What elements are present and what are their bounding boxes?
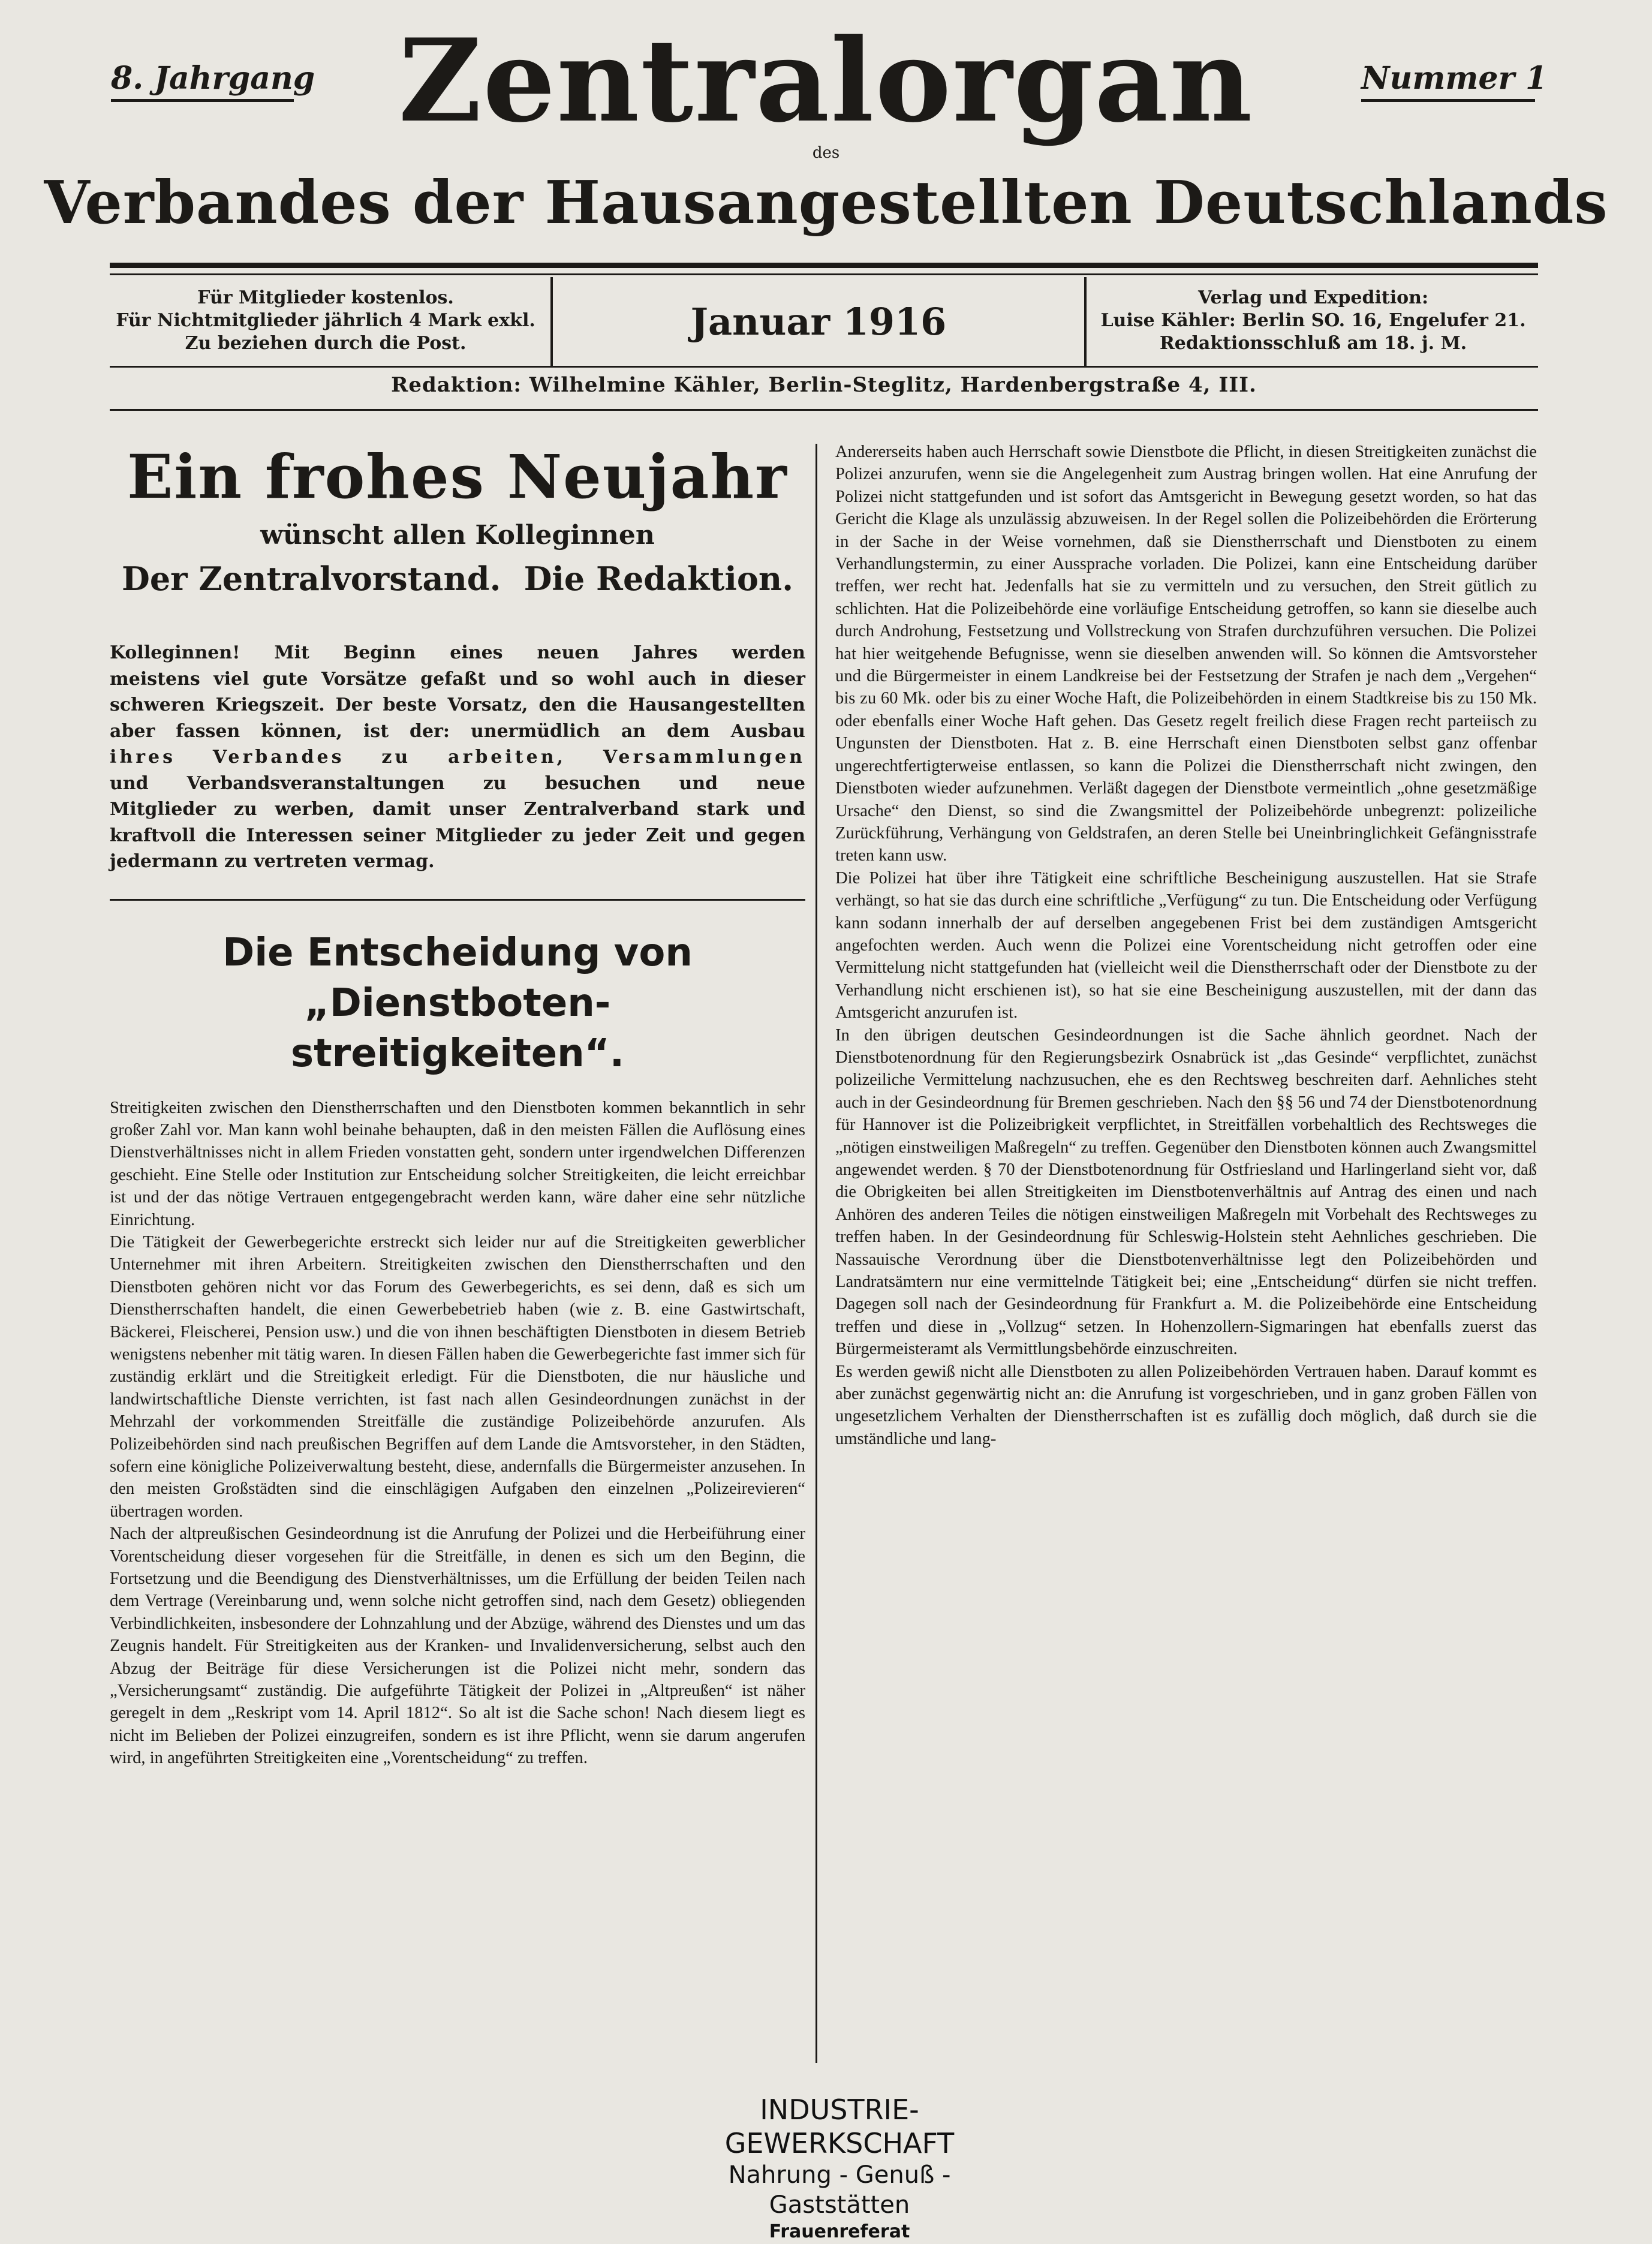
issue-number: Nummer 1 xyxy=(1361,60,1548,97)
article-heading xyxy=(110,928,805,1079)
greeting-subline: wünscht allen Kolleginnen xyxy=(260,520,655,551)
info-rule xyxy=(110,366,1538,368)
column-divider xyxy=(816,444,817,2063)
stamp-line: Frauenreferat xyxy=(769,2221,910,2242)
info-divider xyxy=(1084,277,1087,366)
subscription-info xyxy=(110,287,541,355)
archive-stamp xyxy=(660,2093,1019,2244)
signer-board: Der Zentralvorstand. xyxy=(122,560,501,598)
appeal-line: Kolleginnen! Mit Beginn eines neuen Jahres werden xyxy=(110,642,805,663)
article-paragraph: Es werden gewiß nicht alle Dienstboten zu allen Polizeibehörden Vertrauen haben. Darauf kommt es aber zunächst gegenwärtig nicht an: die Anrufung ist vorgeschrieben, und in ganz groben Fällen von ungesetzlichem Verhalten der Dienstherrschaften ist es zufällig doch möglich, daß durch sie die umständliche und lang- xyxy=(835,1362,1537,1448)
left-column xyxy=(110,441,805,1770)
title-connector: des xyxy=(812,144,840,162)
publisher-line: Redaktionsschluß am 18. j. M. xyxy=(1159,333,1467,354)
appeal-line: kraftvoll die Interessen seiner Mitglieder zu jeder Zeit und gegen xyxy=(110,825,805,846)
right-column xyxy=(835,441,1537,1450)
article-paragraph: Die Tätigkeit der Gewerbegerichte erstreckt sich leider nur auf die Streitigkeiten gewerblicher Unternehmer mit ihren Arbeitern. Streitigkeiten zwischen den Dienstherrschaften und den Dienstboten gehören nicht vor das Forum des Gewerbegerichts, es sei denn, daß es sich um Dienstherrschaften handelt, die einen Gewerbebetrieb haben (wie z. B. eine Gastwirtschaft, Bäckerei, Fleischerei, Pension usw.) und die von ihnen beschäftigten Dienstboten in diesem Betrieb wenigstens nebenher mit tätig waren. In diesen Fällen haben die Gewerbegerichte fast immer sich für zuständig erklärt und die Streitigkeit erledigt. Für die Dienstboten, die nur häusliche und landwirtschaftliche Dienste verrichten, ist fast nach allen Gesindeordnungen zunächst in der Mehrzahl der vorkommenden Streitfälle die zuständige Polizeibehörde anzurufen. Als Polizeibehörden sind nach preußischen Begriffen auf dem Lande die Amtsvorsteher, in den Städten, sofern eine königliche Polizeiverwaltung besteht, diese, andernfalls die Bürgermeister anzusehen. In den meisten Großstädten sind die einschlägigen Aufgaben den einzelnen „Polizeirevieren“ übertragen worden. xyxy=(110,1232,806,1521)
article-heading-line: streitigkeiten“. xyxy=(290,1031,625,1076)
appeal-line: schweren Kriegszeit. Der beste Vorsatz, den die Hausangestellten xyxy=(110,694,805,715)
new-year-appeal xyxy=(110,640,805,875)
appeal-line: jedermann zu vertreten vermag. xyxy=(110,851,435,872)
subscription-line: Zu beziehen durch die Post. xyxy=(185,333,467,354)
article-paragraph: Die Polizei hat über ihre Tätigkeit eine schriftliche Bescheinigung auszustellen. Hat sie Strafe verhängt, so hat sie das durch eine schriftliche „Verfügung“ zu tun. Die Entscheidung oder Verfügung kann sodann innerhalb der auf derselben angegebenen Frist bei dem zuständigen Amtsgericht angefochten werden. Auch wenn die Polizei eine Vorentscheidung nicht getroffen oder eine Vermittelung nicht stattgefunden hat (vielleicht weil die Dienstherrschaft oder der Dienstbote zu der Verhandlung nicht erschienen ist), so hat sie eine Bescheinigung auszustellen, mit der dann das Amtsgericht anzurufen ist. xyxy=(835,868,1537,1022)
subscription-line: Für Nichtmitglieder jährlich 4 Mark exkl. xyxy=(116,310,535,331)
publisher-line: Verlag und Expedition: xyxy=(1197,287,1429,308)
section-rule xyxy=(110,899,805,901)
newspaper-title: Zentralorgan xyxy=(398,14,1254,148)
article-paragraph: Streitigkeiten zwischen den Dienstherrschaften und den Dienstboten kommen bekanntlich in sehr großer Zahl vor. Man kann wohl beinahe behaupten, daß in den meisten Fällen die Auflösung eines Dienstverhältnisses nicht in allem Frieden vonstatten geht, sondern unter irgendwelchen Differenzen geschieht. Eine Stelle oder Institution zur Entscheidung solcher Streitigkeiten, die leicht erreichbar ist und der das nötige Vertrauen entgegengebracht werden kann, wäre daher eine sehr nützliche Einrichtung. xyxy=(110,1098,805,1229)
masthead-rule-thin xyxy=(110,273,1538,275)
appeal-line: Mitglieder zu werben, damit unser Zentralverband stark und xyxy=(110,799,805,820)
issue-date: Januar 1916 xyxy=(690,300,947,344)
volume-label: 8. Jahrgang xyxy=(111,60,315,97)
info-divider xyxy=(550,277,553,366)
appeal-line: und Verbandsveranstaltungen zu besuchen und neue xyxy=(110,772,805,794)
subscription-line: Für Mitglieder kostenlos. xyxy=(197,287,454,308)
signer-editors: Die Redaktion. xyxy=(523,560,793,598)
publisher-line: Luise Kähler: Berlin SO. 16, Engelufer 21. xyxy=(1100,310,1526,331)
article-paragraph: Nach der altpreußischen Gesindeordnung ist die Anrufung der Polizei und die Herbeiführung einer Vorentscheidung dieser vorgesehen für die Streitfälle, in denen es sich um den Beginn, die Fortsetzung und die Beendigung des Dienstverhältnisses, um die Erfüllung der beiden Teilen nach dem Vertrage (Vereinbarung und, wenn solche nicht getroffen sind, nach dem Gesetz) obliegenden Verbindlichkeiten, insbesondere der Lohnzahlung und der Abzüge, während des Dienstes und um das Zeugnis handelt. Für Streitigkeiten aus der Kranken- und Invalidenversicherung, selbst auch den Abzug der Beiträge für diese Versicherungen ist die Polizei nicht mehr, sondern das „Versicherungsamt“ zuständig. Die aufgeführte Tätigkeit der Polizei in „Altpreußen“ ist näher geregelt in dem „Reskript vom 14. April 1812“. So alt ist die Sache schon! Nach diesem liegt es nicht im Belieben der Polizei einzugreifen, sondern es ist ihre Pflicht, wenn sie darum angerufen wird, in angeführten Streitigkeiten eine „Vorentscheidung“ zu treffen. xyxy=(110,1524,805,1768)
article-heading-line: Die Entscheidung von „Dienstboten- xyxy=(222,930,693,1025)
appeal-line: ihres Verbandes zu arbeiten, Versammlungen xyxy=(110,747,805,768)
article-body-right xyxy=(835,441,1537,1450)
appeal-line: aber fassen können, ist der: unermüdlich an dem Ausbau xyxy=(110,720,805,742)
masthead-rule xyxy=(110,263,1538,268)
editor-line: Redaktion: Wilhelmine Kähler, Berlin-Steglitz, Hardenbergstraße 4, III. xyxy=(391,373,1257,397)
article-body-left xyxy=(110,1097,805,1770)
appeal-line: meistens viel gute Vorsätze gefaßt und so wohl auch in dieser xyxy=(110,668,805,690)
stamp-line: Nahrung - Genuß - Gaststätten xyxy=(728,2161,951,2219)
greeting-signers xyxy=(110,560,805,598)
newspaper-subtitle: Verbandes der Hausangestellten Deutschlands xyxy=(44,169,1608,237)
editor-rule xyxy=(110,409,1538,411)
stamp-line: INDUSTRIE-GEWERKSCHAFT xyxy=(724,2093,955,2159)
new-year-headline: Ein frohes Neujahr xyxy=(127,441,788,512)
article-paragraph: In den übrigen deutschen Gesindeordnungen ist die Sache ähnlich geordnet. Nach der Dienstbotenordnung für den Regierungsbezirk Osnabrück ist „das Gesinde“ verpflichtet, zunächst polizeiliche Vermittelung nachzusuchen, ehe es den Rechtsweg beschreiten darf. Aehnliches steht auch in der Gesindeordnung für Bremen geschrieben. Nach den §§ 56 und 74 der Dienstbotenordnung für Hannover ist die Polizeibrigkeit verpflichtet, in Streitfällen vorbehaltlich des Rechtsweges die „nötigen einstweiligen Maßregeln“ zu treffen. Gegenüber den Dienstboten können auch Zwangsmittel angewendet werden. § 70 der Dienstbotenordnung für Ostfriesland und Harlingerland sieht vor, daß die Obrigkeiten bei allen Streitigkeiten im Dienstbotenverhältnis auf Antrag des einen und nach Anhören des anderen Teiles die nötigen einstweiligen Maßregeln mit Vorbehalt des Rechtsweges zu treffen haben. In der Gesindeordnung für Schleswig-Holstein steht Aehnliches geschrieben. Die Nassauische Verordnung über die Dienstbotenverhältnisse legt den Polizeibehörden und Landratsämtern nur eine vermittelnde Tätigkeit bei; eine „Entscheidung“ dürfen sie nicht treffen. Dagegen soll nach der Gesindeordnung für Frankfurt a. M. die Polizeibehörde eine Entscheidung treffen und diese in „Vollzug“ setzen. In Hohenzollern-Sigmaringen hat ebenfalls zuerst das Bürgermeisteramt als Vermittlungsbehörde einzuschreiten. xyxy=(835,1025,1537,1359)
article-paragraph: Andererseits haben auch Herrschaft sowie Dienstbote die Pflicht, in diesen Streitigkeiten zunächst die Polizei anzurufen, wenn sie die Angelegenheit zum Austrag bringen wollen. Hat eine Anrufung der Polizei nicht stattgefunden und ist sofort das Amtsgericht in Bewegung gesetzt worden, so hat das Gericht die Klage als unzulässig abzuweisen. In der Regel sollen die Polizeibehörden die Erörterung in der Sache in der Weise vornehmen, daß sie Dienstherrschaft und Dienstboten zu einem Verhandlungstermin, zu einer Aussprache vorladen. Die Polizei, kann eine Entscheidung darüber treffen, wer recht hat. Jedenfalls hat sie zu vermitteln und zu versuchen, den Streit gütlich zu schlichten. Hat die Polizeibehörde eine vorläufige Entscheidung getroffen, so kann sie dieselbe auch durch Androhung, Festsetzung und Vollstreckung von Strafen durchzuführen versuchen. Die Polizei hat hier weitgehende Befugnisse, wenn sie dieselben anwenden will. So können die Amtsvorsteher und die Bürgermeister in einem Landkreise bei der Festsetzung der Strafen je nach dem „Vergehen“ bis zu 60 Mk. oder bis zu einer Woche Haft, die Polizeibehörden in einem Stadtkreise bis zu 150 Mk. oder ebenfalls einer Woche Haft gehen. Das Gesetz regelt freilich diese Fragen recht parteiisch zu Ungunsten der Dienstboten. Hat z. B. eine Herrschaft einen Dienstboten selbst ganz offenbar ungerechtfertigterweise entlassen, so kann die Polizei die Dienstherrschaft nicht zwingen, den Dienstboten wieder aufzunehmen. Verläßt dagegen der Dienstbote vermeintlich „ohne gesetzmäßige Ursache“ den Dienst, so sind die Zwangsmittel der Polizeibehörde unbegrenzt: polizeiliche Zurückführung, Verhängung von Geldstrafen, an deren Stelle bei Uneinbringlichkeit Gefängnisstrafe treten kann usw. xyxy=(835,443,1537,865)
publisher-info xyxy=(1088,287,1538,355)
